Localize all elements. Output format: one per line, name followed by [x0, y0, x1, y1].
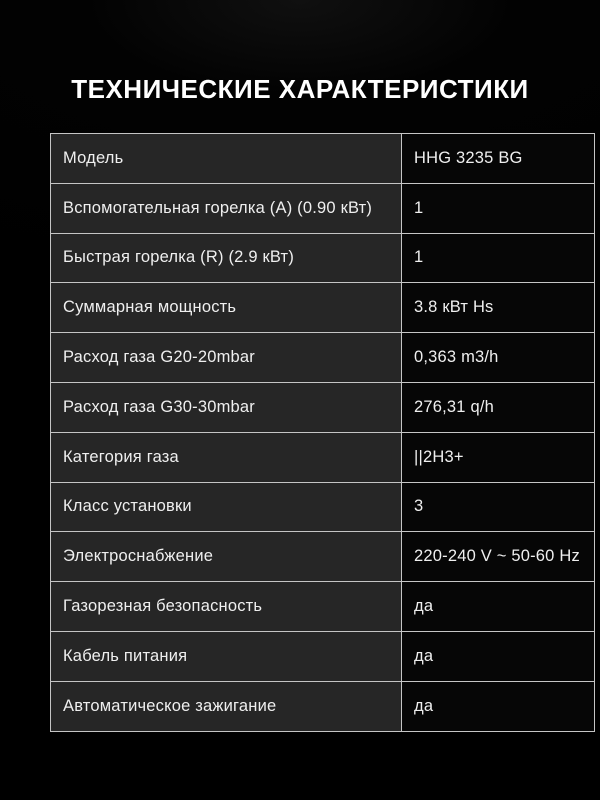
spec-value: 3	[402, 482, 595, 532]
spec-label: Газорезная безопасность	[51, 582, 402, 632]
spec-label: Вспомогательная горелка (A) (0.90 кВт)	[51, 183, 402, 233]
page-title: ТЕХНИЧЕСКИЕ ХАРАКТЕРИСТИКИ	[71, 74, 529, 104]
spec-label: Быстрая горелка (R) (2.9 кВт)	[51, 233, 402, 283]
table-row	[51, 233, 595, 283]
spec-label: Автоматическое зажигание	[51, 681, 402, 731]
specifications-table	[50, 133, 595, 732]
table-row	[51, 333, 595, 383]
spec-label: Категория газа	[51, 432, 402, 482]
spec-value: 1	[402, 183, 595, 233]
spec-value: ||2H3+	[402, 432, 595, 482]
spec-label: Кабель питания	[51, 631, 402, 681]
spec-value: HHG 3235 BG	[402, 134, 595, 184]
spec-value: да	[402, 681, 595, 731]
spec-label: Класс установки	[51, 482, 402, 532]
table-row	[51, 582, 595, 632]
spec-value: да	[402, 582, 595, 632]
table-row	[51, 532, 595, 582]
spec-value: 0,363 m3/h	[402, 333, 595, 383]
table-row	[51, 134, 595, 184]
spec-label: Расход газа G30-30mbar	[51, 382, 402, 432]
table-row	[51, 382, 595, 432]
table-row	[51, 283, 595, 333]
spec-label: Суммарная мощность	[51, 283, 402, 333]
spec-label: Электроснабжение	[51, 532, 402, 582]
spec-value: да	[402, 631, 595, 681]
spec-value: 3.8 кВт Hs	[402, 283, 595, 333]
table-row	[51, 183, 595, 233]
table-row	[51, 631, 595, 681]
spec-label: Модель	[51, 134, 402, 184]
spec-value: 220-240 V ~ 50-60 Hz	[402, 532, 595, 582]
spec-value: 276,31 q/h	[402, 382, 595, 432]
specifications-table-body	[51, 134, 595, 732]
spec-value: 1	[402, 233, 595, 283]
spec-label: Расход газа G20-20mbar	[51, 333, 402, 383]
table-row	[51, 482, 595, 532]
table-row	[51, 432, 595, 482]
table-row	[51, 681, 595, 731]
